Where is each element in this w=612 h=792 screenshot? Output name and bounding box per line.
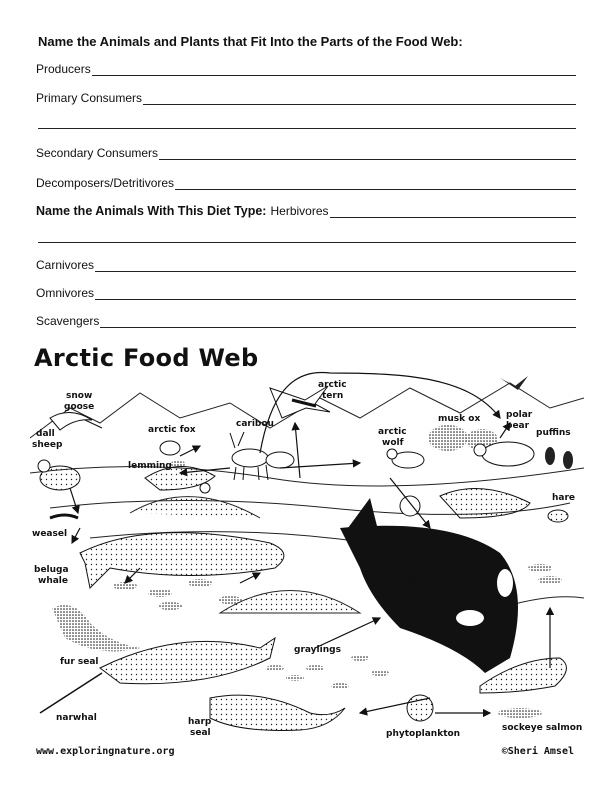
weasel-label: weasel — [32, 529, 68, 539]
weasel-icon — [50, 515, 78, 518]
snow-goose-icon — [50, 412, 102, 430]
sockeye-salmon-icon — [498, 708, 542, 718]
polar-bear-icon — [474, 442, 534, 466]
arctic-fox-label: arctic fox — [148, 425, 196, 435]
phytoplankton-label: phytoplankton — [386, 729, 461, 739]
puffins-icon — [545, 447, 573, 469]
dall-sheep-icon — [38, 460, 80, 490]
website-url[interactable]: www.exploringnature.org — [36, 746, 175, 757]
extra-answer-line[interactable] — [38, 128, 576, 129]
fur-seal-label: fur seal — [60, 657, 99, 667]
copyright-credit: ©Sheri Amsel — [501, 746, 574, 757]
arctic-wolf-label-1: arctic — [378, 427, 407, 437]
herbivores-row — [36, 204, 576, 218]
carnivores-row — [36, 258, 576, 272]
producers-answer-line[interactable] — [92, 63, 576, 76]
secondary-consumers-label: Secondary Consumers — [36, 146, 159, 160]
scavengers-row — [36, 314, 576, 328]
decomposers-label: Decomposers/Detritivores — [36, 176, 175, 190]
narwhal-label: narwhal — [56, 713, 97, 723]
beluga-label-1: beluga — [34, 565, 69, 575]
section1-heading: Name the Animals and Plants that Fit Into the Parts of the Food Web: — [38, 34, 463, 49]
killer-whale-label-1: killer — [400, 577, 426, 587]
herbivores-label: Herbivores — [270, 204, 329, 218]
caribou-icon — [230, 432, 294, 480]
arctic-wolf-label-2: wolf — [382, 438, 404, 448]
omnivores-row — [36, 286, 576, 300]
omnivores-label: Omnivores — [36, 286, 95, 300]
section2-heading: Name the Animals With This Diet Type: — [36, 204, 267, 218]
hare-icon — [548, 510, 568, 522]
scavengers-answer-line[interactable] — [100, 315, 576, 328]
herbivores-answer-line[interactable] — [330, 205, 576, 218]
beluga-label-2: whale — [38, 576, 68, 586]
primary-consumers-answer-line[interactable] — [143, 92, 576, 105]
fur-seal-icon — [52, 605, 140, 651]
food-web-title: Arctic Food Web — [34, 344, 259, 372]
arctic-tern-label-1: arctic — [318, 380, 347, 390]
arctic-tern-label-2: tern — [322, 391, 344, 401]
arctic-wolf-icon — [387, 449, 424, 468]
arctic-food-web-illustration — [30, 368, 584, 740]
arctic-tern-icon — [270, 386, 330, 418]
harp-seal-label-2: seal — [190, 728, 211, 738]
carnivores-label: Carnivores — [36, 258, 95, 272]
phytoplankton-icon — [407, 695, 433, 721]
beluga-whale-icon — [80, 533, 284, 588]
decomposers-row — [36, 176, 576, 190]
dall-sheep-label-2: sheep — [32, 440, 63, 450]
scavengers-label: Scavengers — [36, 314, 100, 328]
snow-goose-label-2: goose — [64, 402, 95, 412]
primary-consumers-label: Primary Consumers — [36, 91, 143, 105]
hare-label: hare — [552, 493, 576, 503]
caribou-label: caribou — [236, 419, 274, 429]
musk-ox-label: musk ox — [438, 414, 481, 424]
graylings-label: graylings — [294, 645, 341, 655]
dall-sheep-label-1: dall — [36, 429, 55, 439]
omnivores-answer-line[interactable] — [95, 287, 576, 300]
bird-icon — [500, 376, 528, 390]
secondary-consumers-answer-line[interactable] — [159, 147, 576, 160]
polar-bear-label-1: polar — [506, 410, 533, 420]
decomposers-answer-line[interactable] — [175, 177, 576, 190]
harp-seal-icon — [210, 695, 345, 730]
lemming-label: lemming — [128, 461, 172, 471]
producers-label: Producers — [36, 62, 91, 76]
extra-answer-line-2[interactable] — [38, 242, 576, 243]
primary-consumers-row — [36, 91, 576, 105]
sockeye-salmon-label: sockeye salmon — [502, 723, 583, 733]
graylings-icon — [266, 655, 389, 689]
snow-goose-label-1: snow — [66, 391, 93, 401]
arctic-fox-icon — [160, 441, 180, 455]
harp-seal-label-1: harp — [188, 717, 212, 727]
producers-row — [36, 62, 576, 76]
carnivores-answer-line[interactable] — [95, 259, 576, 272]
puffins-label: puffins — [536, 428, 571, 438]
polar-bear-label-2: bear — [506, 421, 530, 431]
killer-whale-label-2: whale — [400, 588, 430, 598]
killer-whale-icon — [340, 498, 518, 673]
secondary-consumers-row — [36, 146, 576, 160]
